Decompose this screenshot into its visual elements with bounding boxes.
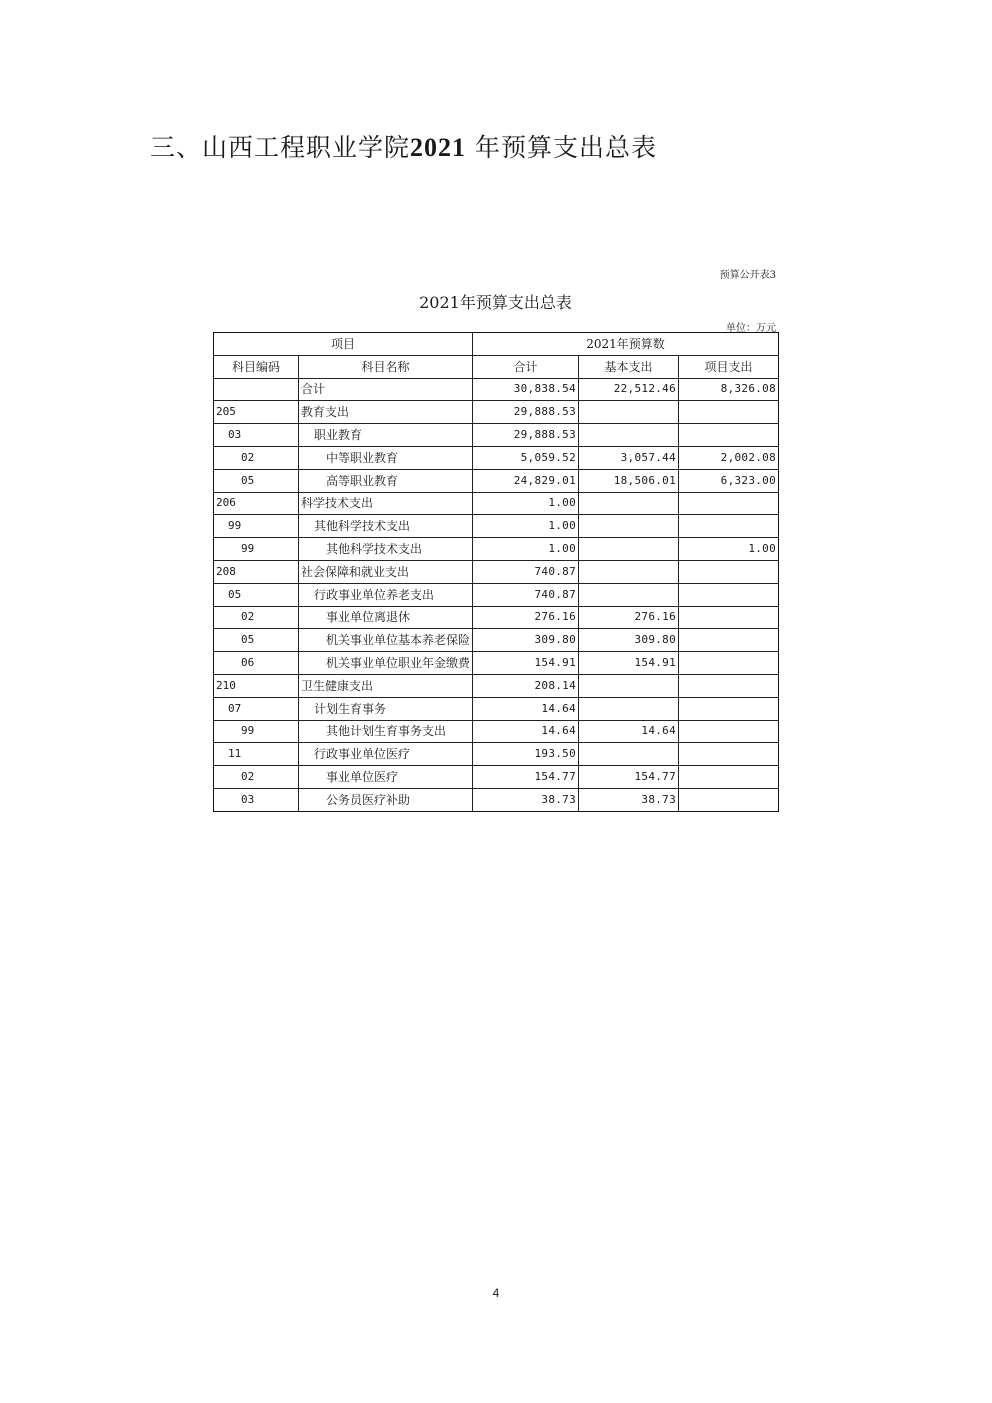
unit-note: 单位：万元: [726, 323, 776, 334]
subject-code-cell: 05: [214, 469, 299, 492]
basic-cell: 22,512.46: [579, 378, 679, 401]
total-cell: 154.91: [473, 652, 579, 675]
heading-prefix: 三、山西工程职业学院: [150, 133, 411, 162]
total-cell: 309.80: [473, 629, 579, 652]
subject-name-cell: 高等职业教育: [299, 469, 473, 492]
total-cell: 208.14: [473, 674, 579, 697]
table-row: [214, 583, 779, 606]
subject-name-cell: 事业单位离退休: [299, 606, 473, 629]
subject-name-cell: 公务员医疗补助: [299, 788, 473, 811]
header-basic: 基本支出: [579, 355, 679, 378]
subject-code-cell: 208: [214, 560, 299, 583]
project-cell: [679, 674, 779, 697]
subject-name-cell: 机关事业单位基本养老保险: [299, 629, 473, 652]
basic-cell: [579, 697, 679, 720]
project-cell: [679, 652, 779, 675]
project-cell: [679, 766, 779, 789]
subject-name-cell: 机关事业单位职业年金缴费: [299, 652, 473, 675]
total-cell: 1.00: [473, 515, 579, 538]
heading-suffix: 年预算支出总表: [474, 133, 657, 162]
total-cell: 29,888.53: [473, 424, 579, 447]
basic-cell: [579, 492, 679, 515]
table-row: [214, 766, 779, 789]
header-total: 合计: [473, 355, 579, 378]
header-project-exp: 项目支出: [679, 355, 779, 378]
header-code: 科目编码: [214, 355, 299, 378]
table-row: [214, 629, 779, 652]
project-cell: [679, 401, 779, 424]
table-row: [214, 378, 779, 401]
budget-table: [213, 332, 779, 812]
header-budget-group: 2021年预算数: [473, 333, 779, 356]
total-cell: 5,059.52: [473, 446, 579, 469]
basic-cell: 18,506.01: [579, 469, 679, 492]
subject-code-cell: 05: [214, 629, 299, 652]
basic-cell: 14.64: [579, 720, 679, 743]
subject-name-cell: 其他科学技术支出: [299, 515, 473, 538]
subject-name-cell: 事业单位医疗: [299, 766, 473, 789]
table-row: [214, 674, 779, 697]
table-row: [214, 697, 779, 720]
total-cell: 740.87: [473, 583, 579, 606]
header-project: 项目: [214, 333, 473, 356]
basic-cell: 154.77: [579, 766, 679, 789]
subject-name-cell: 其他科学技术支出: [299, 538, 473, 561]
table-row: [214, 492, 779, 515]
basic-cell: [579, 743, 679, 766]
basic-cell: [579, 424, 679, 447]
table-row: [214, 743, 779, 766]
subject-code-cell: 06: [214, 652, 299, 675]
table-row: [214, 606, 779, 629]
project-cell: [679, 788, 779, 811]
project-cell: 8,326.08: [679, 378, 779, 401]
subject-name-cell: 社会保障和就业支出: [299, 560, 473, 583]
subject-name-cell: 职业教育: [299, 424, 473, 447]
project-cell: 1.00: [679, 538, 779, 561]
subject-code-cell: 03: [214, 788, 299, 811]
total-cell: 30,838.54: [473, 378, 579, 401]
project-cell: [679, 424, 779, 447]
basic-cell: 38.73: [579, 788, 679, 811]
project-cell: [679, 606, 779, 629]
table-row: [214, 401, 779, 424]
total-cell: 740.87: [473, 560, 579, 583]
table-row: [214, 515, 779, 538]
subject-code-cell: 99: [214, 538, 299, 561]
table-title: 2021年预算支出总表: [419, 293, 572, 312]
project-cell: [679, 583, 779, 606]
table-row: [214, 469, 779, 492]
subject-name-cell: 中等职业教育: [299, 446, 473, 469]
subject-code-cell: 02: [214, 766, 299, 789]
subject-name-cell: 教育支出: [299, 401, 473, 424]
project-cell: [679, 515, 779, 538]
subject-code-cell: 03: [214, 424, 299, 447]
project-cell: 6,323.00: [679, 469, 779, 492]
project-cell: [679, 492, 779, 515]
form-number: 预算公开表3: [719, 270, 776, 281]
total-cell: 29,888.53: [473, 401, 579, 424]
subject-name-cell: 合计: [299, 378, 473, 401]
table-body: [214, 378, 779, 811]
subject-code-cell: 02: [214, 446, 299, 469]
subject-code-cell: 99: [214, 515, 299, 538]
basic-cell: 154.91: [579, 652, 679, 675]
total-cell: 14.64: [473, 697, 579, 720]
table-row: [214, 560, 779, 583]
basic-cell: 309.80: [579, 629, 679, 652]
subject-code-cell: 205: [214, 401, 299, 424]
table-row: [214, 538, 779, 561]
total-cell: 154.77: [473, 766, 579, 789]
subject-code-cell: 05: [214, 583, 299, 606]
subject-code-cell: 210: [214, 674, 299, 697]
page-number: 4: [492, 1286, 500, 1300]
total-cell: 38.73: [473, 788, 579, 811]
heading-year: 2021: [410, 133, 467, 162]
total-cell: 24,829.01: [473, 469, 579, 492]
project-cell: [679, 720, 779, 743]
table-row: [214, 788, 779, 811]
subject-code-cell: 99: [214, 720, 299, 743]
subject-name-cell: 科学技术支出: [299, 492, 473, 515]
total-cell: 276.16: [473, 606, 579, 629]
project-cell: [679, 629, 779, 652]
total-cell: 14.64: [473, 720, 579, 743]
page-heading: [150, 128, 657, 164]
basic-cell: 276.16: [579, 606, 679, 629]
project-cell: 2,002.08: [679, 446, 779, 469]
basic-cell: [579, 560, 679, 583]
subject-code-cell: 206: [214, 492, 299, 515]
subject-name-cell: 计划生育事务: [299, 697, 473, 720]
basic-cell: 3,057.44: [579, 446, 679, 469]
subject-name-cell: 其他计划生育事务支出: [299, 720, 473, 743]
basic-cell: [579, 515, 679, 538]
subject-code-cell: 11: [214, 743, 299, 766]
subject-code-cell: 07: [214, 697, 299, 720]
project-cell: [679, 560, 779, 583]
basic-cell: [579, 674, 679, 697]
project-cell: [679, 743, 779, 766]
header-name: 科目名称: [299, 355, 473, 378]
subject-name-cell: 卫生健康支出: [299, 674, 473, 697]
basic-cell: [579, 401, 679, 424]
total-cell: 1.00: [473, 538, 579, 561]
table-row: [214, 652, 779, 675]
subject-code-cell: 02: [214, 606, 299, 629]
basic-cell: [579, 538, 679, 561]
total-cell: 193.50: [473, 743, 579, 766]
table-row: [214, 446, 779, 469]
table-row: [214, 720, 779, 743]
table-row: [214, 424, 779, 447]
subject-name-cell: 行政事业单位医疗: [299, 743, 473, 766]
total-cell: 1.00: [473, 492, 579, 515]
project-cell: [679, 697, 779, 720]
basic-cell: [579, 583, 679, 606]
subject-name-cell: 行政事业单位养老支出: [299, 583, 473, 606]
subject-code-cell: [214, 378, 299, 401]
